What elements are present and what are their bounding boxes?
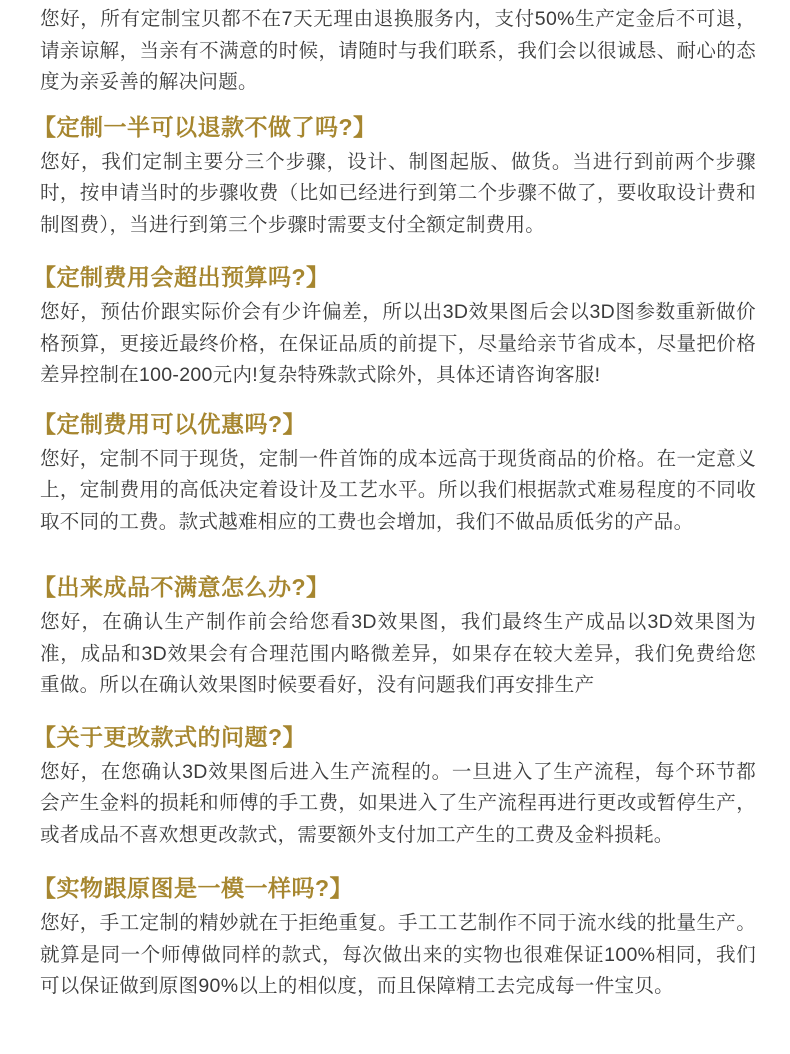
faq-answer-paragraph: 您好，在确认生产制作前会给您看3D效果图，我们最终生产成品以3D效果图为准，成品和3D效果会有合理范围内略微差异，如果存在较大差异，我们免费给您重做。所以在确认效果图时候要看好，没有问题我们再安排生产 <box>40 611 756 696</box>
faq-answer-paragraph: 您好，预估价跟实际价会有少许偏差，所以出3D效果图后会以3D图参数重新做价格预算，更接近最终价格，在保证品质的前提下，尽量给亲节省成本，尽量把价格差异控制在100-200元内!复杂特殊款式除外，具体还请咨询客服! <box>40 301 756 386</box>
faq-answer-paragraph: 您好，手工定制的精妙就在于拒绝重复。手工工艺制作不同于流水线的批量生产。就算是同一个师傅做同样的款式，每次做出来的实物也很难保证100%相同，我们可以保证做到原图90%以上的相似度，而且保障精工去完成每一件宝贝。 <box>40 912 756 997</box>
faq-answer-paragraph: 您好，在您确认3D效果图后进入生产流程的。一旦进入了生产流程，每个环节都会产生金料的损耗和师傅的手工费，如果进入了生产流程再进行更改或暂停生产，或者成品不喜欢想更改款式，需要额外支付加工产生的工费及金料损耗。 <box>40 760 756 846</box>
faq-section-refund-midway <box>33 112 756 242</box>
faq-intro-paragraph: 您好，所有定制宝贝都不在7天无理由退换服务内，支付50%生产定金后不可退，请亲谅解，当亲有不满意的时候，请随时与我们联系，我们会以很诚恳、耐心的态度为亲妥善的解决问题。 <box>40 8 756 93</box>
faq-question-heading: 【定制一半可以退款不做了吗?】 <box>33 113 377 140</box>
faq-section-unsatisfied-result <box>33 572 756 702</box>
faq-question-heading: 【实物跟原图是一模一样吗?】 <box>33 875 354 901</box>
faq-question-heading: 【定制费用可以优惠吗?】 <box>33 410 307 437</box>
faq-section-discount <box>33 409 756 539</box>
faq-section-over-budget <box>33 262 756 392</box>
faq-question-heading: 【定制费用会超出预算吗?】 <box>33 264 330 290</box>
faq-section-same-as-picture <box>33 873 756 1003</box>
faq-question-heading: 【出来成品不满意怎么办?】 <box>33 574 330 600</box>
faq-question-heading: 【关于更改款式的问题?】 <box>33 723 307 750</box>
faq-answer-paragraph: 您好，我们定制主要分三个步骤，设计、制图起版、做货。当进行到前两个步骤时，按申请当时的步骤收费（比如已经进行到第二个步骤不做了，要收取设计费和制图费），当进行到第三个步骤时需要支付全额定制费用。 <box>40 150 756 236</box>
faq-answer-paragraph: 您好，定制不同于现货，定制一件首饰的成本远高于现货商品的价格。在一定意义上，定制费用的高低决定着设计及工艺水平。所以我们根据款式难易程度的不同收取不同的工费。款式越难相应的工费也会增加，我们不做品质低劣的产品。 <box>40 447 756 533</box>
faq-section-change-design <box>33 722 756 852</box>
